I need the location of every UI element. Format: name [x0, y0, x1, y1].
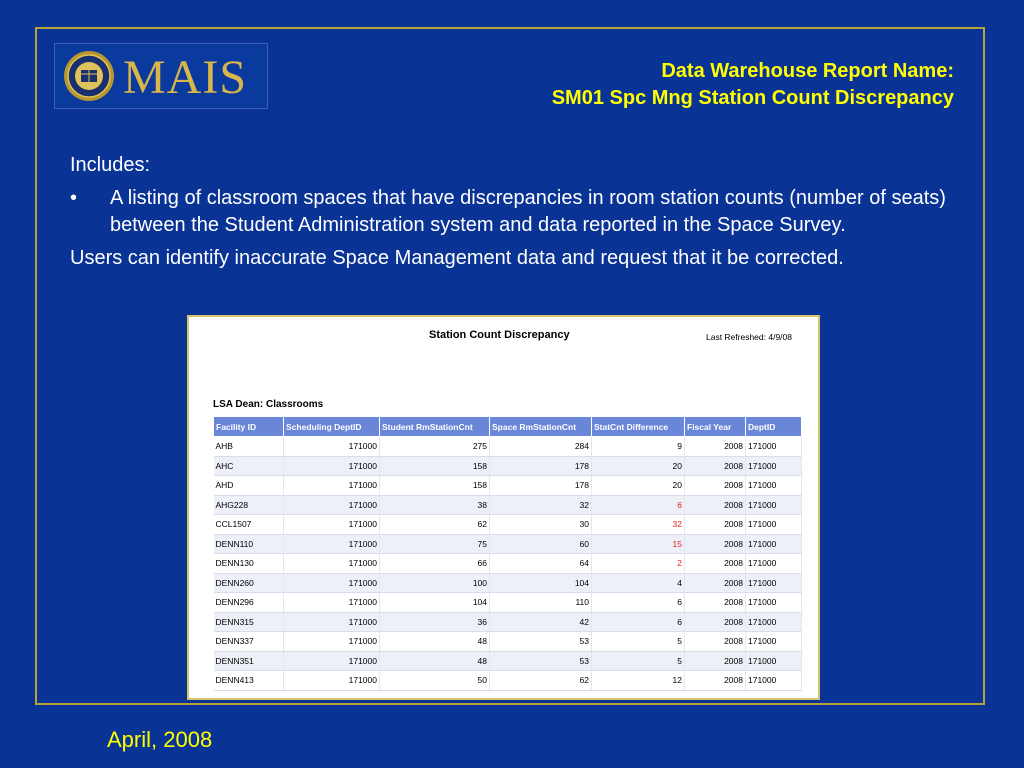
- table-cell-space: 64: [490, 554, 592, 574]
- table-cell-student: 38: [380, 495, 490, 515]
- table-cell-space: 53: [490, 651, 592, 671]
- column-header: Facility ID: [214, 417, 284, 437]
- mais-logo: [54, 43, 268, 109]
- report-title: Station Count Discrepancy: [429, 329, 570, 341]
- table-cell-facility: AHB: [214, 437, 284, 457]
- table-cell-sched: 171000: [284, 456, 380, 476]
- table-cell-student: 66: [380, 554, 490, 574]
- table-cell-student: 36: [380, 612, 490, 632]
- table-cell-fy: 2008: [685, 534, 746, 554]
- table-cell-sched: 171000: [284, 554, 380, 574]
- table-cell-dept: 171000: [746, 612, 802, 632]
- table-cell-sched: 171000: [284, 651, 380, 671]
- table-row: [214, 651, 802, 671]
- table-cell-dept: 171000: [746, 593, 802, 613]
- table-row: [214, 671, 802, 691]
- table-cell-fy: 2008: [685, 476, 746, 496]
- table-cell-diff: 4: [592, 573, 685, 593]
- table-cell-facility: DENN351: [214, 651, 284, 671]
- includes-label: Includes:: [70, 154, 151, 176]
- table-cell-facility: AHD: [214, 476, 284, 496]
- table-cell-diff: 20: [592, 456, 685, 476]
- column-header: Space RmStationCnt: [490, 417, 592, 437]
- table-cell-fy: 2008: [685, 651, 746, 671]
- table-cell-space: 284: [490, 437, 592, 457]
- report-screenshot: [187, 315, 820, 700]
- table-cell-diff: 12: [592, 671, 685, 691]
- table-cell-dept: 171000: [746, 671, 802, 691]
- table-cell-sched: 171000: [284, 671, 380, 691]
- table-cell-dept: 171000: [746, 437, 802, 457]
- table-cell-space: 178: [490, 476, 592, 496]
- table-cell-sched: 171000: [284, 632, 380, 652]
- table-row: [214, 456, 802, 476]
- last-refreshed: Last Refreshed: 4/9/08: [705, 332, 792, 342]
- table-cell-facility: AHG228: [214, 495, 284, 515]
- column-header: StatCnt Difference: [592, 417, 685, 437]
- table-cell-student: 275: [380, 437, 490, 457]
- table-header-row: [214, 417, 802, 437]
- table-cell-sched: 171000: [284, 515, 380, 535]
- table-cell-student: 48: [380, 651, 490, 671]
- table-cell-fy: 2008: [685, 554, 746, 574]
- table-cell-sched: 171000: [284, 593, 380, 613]
- table-cell-facility: CCL1507: [214, 515, 284, 535]
- column-header: Fiscal Year: [685, 417, 746, 437]
- table-cell-student: 62: [380, 515, 490, 535]
- table-cell-facility: DENN413: [214, 671, 284, 691]
- table-cell-facility: DENN337: [214, 632, 284, 652]
- table-cell-space: 104: [490, 573, 592, 593]
- bullet-icon: •: [70, 187, 78, 209]
- bullet-item: [70, 185, 960, 239]
- bullet-text: A listing of classroom spaces that have discrepancies in room station counts (number of seats) between the Student Administration system and data reported in the Space Survey.: [110, 187, 946, 236]
- table-cell-space: 32: [490, 495, 592, 515]
- table-cell-diff: 15: [592, 534, 685, 554]
- table-cell-diff: 5: [592, 651, 685, 671]
- table-cell-fy: 2008: [685, 671, 746, 691]
- table-cell-diff: 32: [592, 515, 685, 535]
- table-cell-student: 158: [380, 476, 490, 496]
- table-row: [214, 495, 802, 515]
- table-row: [214, 632, 802, 652]
- table-cell-sched: 171000: [284, 495, 380, 515]
- university-seal-icon: [63, 50, 115, 102]
- table-cell-fy: 2008: [685, 573, 746, 593]
- table-cell-diff: 9: [592, 437, 685, 457]
- table-cell-diff: 6: [592, 593, 685, 613]
- table-cell-dept: 171000: [746, 534, 802, 554]
- table-cell-student: 50: [380, 671, 490, 691]
- table-row: [214, 476, 802, 496]
- footer-date: April, 2008: [107, 727, 213, 752]
- table-cell-student: 75: [380, 534, 490, 554]
- table-cell-dept: 171000: [746, 573, 802, 593]
- table-cell-diff: 20: [592, 476, 685, 496]
- table-cell-fy: 2008: [685, 456, 746, 476]
- table-cell-student: 100: [380, 573, 490, 593]
- table-cell-diff: 6: [592, 495, 685, 515]
- table-cell-space: 62: [490, 671, 592, 691]
- table-cell-fy: 2008: [685, 612, 746, 632]
- slide-content: [70, 152, 960, 272]
- table-cell-space: 178: [490, 456, 592, 476]
- table-cell-dept: 171000: [746, 456, 802, 476]
- table-cell-fy: 2008: [685, 437, 746, 457]
- column-header: Student RmStationCnt: [380, 417, 490, 437]
- table-cell-student: 48: [380, 632, 490, 652]
- table-row: [214, 612, 802, 632]
- table-row: [214, 554, 802, 574]
- table-cell-student: 158: [380, 456, 490, 476]
- table-cell-space: 53: [490, 632, 592, 652]
- table-cell-dept: 171000: [746, 651, 802, 671]
- table-cell-space: 60: [490, 534, 592, 554]
- table-row: [214, 593, 802, 613]
- table-cell-dept: 171000: [746, 632, 802, 652]
- table-row: [214, 515, 802, 535]
- table-row: [214, 437, 802, 457]
- table-cell-facility: DENN130: [214, 554, 284, 574]
- table-cell-fy: 2008: [685, 593, 746, 613]
- summary-text: Users can identify inaccurate Space Management data and request that it be corrected.: [70, 247, 844, 269]
- table-cell-facility: DENN260: [214, 573, 284, 593]
- table-cell-sched: 171000: [284, 534, 380, 554]
- table-cell-dept: 171000: [746, 495, 802, 515]
- table-cell-space: 110: [490, 593, 592, 613]
- heading-line-1: Data Warehouse Report Name:: [661, 60, 954, 82]
- report-subtitle: LSA Dean: Classrooms: [213, 399, 324, 410]
- table-cell-sched: 171000: [284, 437, 380, 457]
- table-cell-fy: 2008: [685, 515, 746, 535]
- table-cell-dept: 171000: [746, 554, 802, 574]
- discrepancy-table: [213, 416, 802, 691]
- report-name-heading: [552, 58, 954, 112]
- table-cell-space: 42: [490, 612, 592, 632]
- heading-line-2: SM01 Spc Mng Station Count Discrepancy: [551, 87, 954, 109]
- table-cell-sched: 171000: [284, 573, 380, 593]
- table-cell-student: 104: [380, 593, 490, 613]
- table-cell-diff: 5: [592, 632, 685, 652]
- table-cell-sched: 171000: [284, 476, 380, 496]
- table-cell-diff: 2: [592, 554, 685, 574]
- table-cell-facility: DENN315: [214, 612, 284, 632]
- table-cell-fy: 2008: [685, 495, 746, 515]
- table-row: [214, 573, 802, 593]
- column-header: DeptID: [746, 417, 802, 437]
- column-header: Scheduling DeptID: [284, 417, 380, 437]
- table-cell-dept: 171000: [746, 476, 802, 496]
- table-cell-space: 30: [490, 515, 592, 535]
- table-cell-facility: DENN296: [214, 593, 284, 613]
- table-cell-facility: AHC: [214, 456, 284, 476]
- table-cell-facility: DENN110: [214, 534, 284, 554]
- table-row: [214, 534, 802, 554]
- table-cell-fy: 2008: [685, 632, 746, 652]
- table-cell-sched: 171000: [284, 612, 380, 632]
- table-cell-diff: 6: [592, 612, 685, 632]
- table-cell-dept: 171000: [746, 515, 802, 535]
- logo-text: MAIS: [123, 51, 248, 104]
